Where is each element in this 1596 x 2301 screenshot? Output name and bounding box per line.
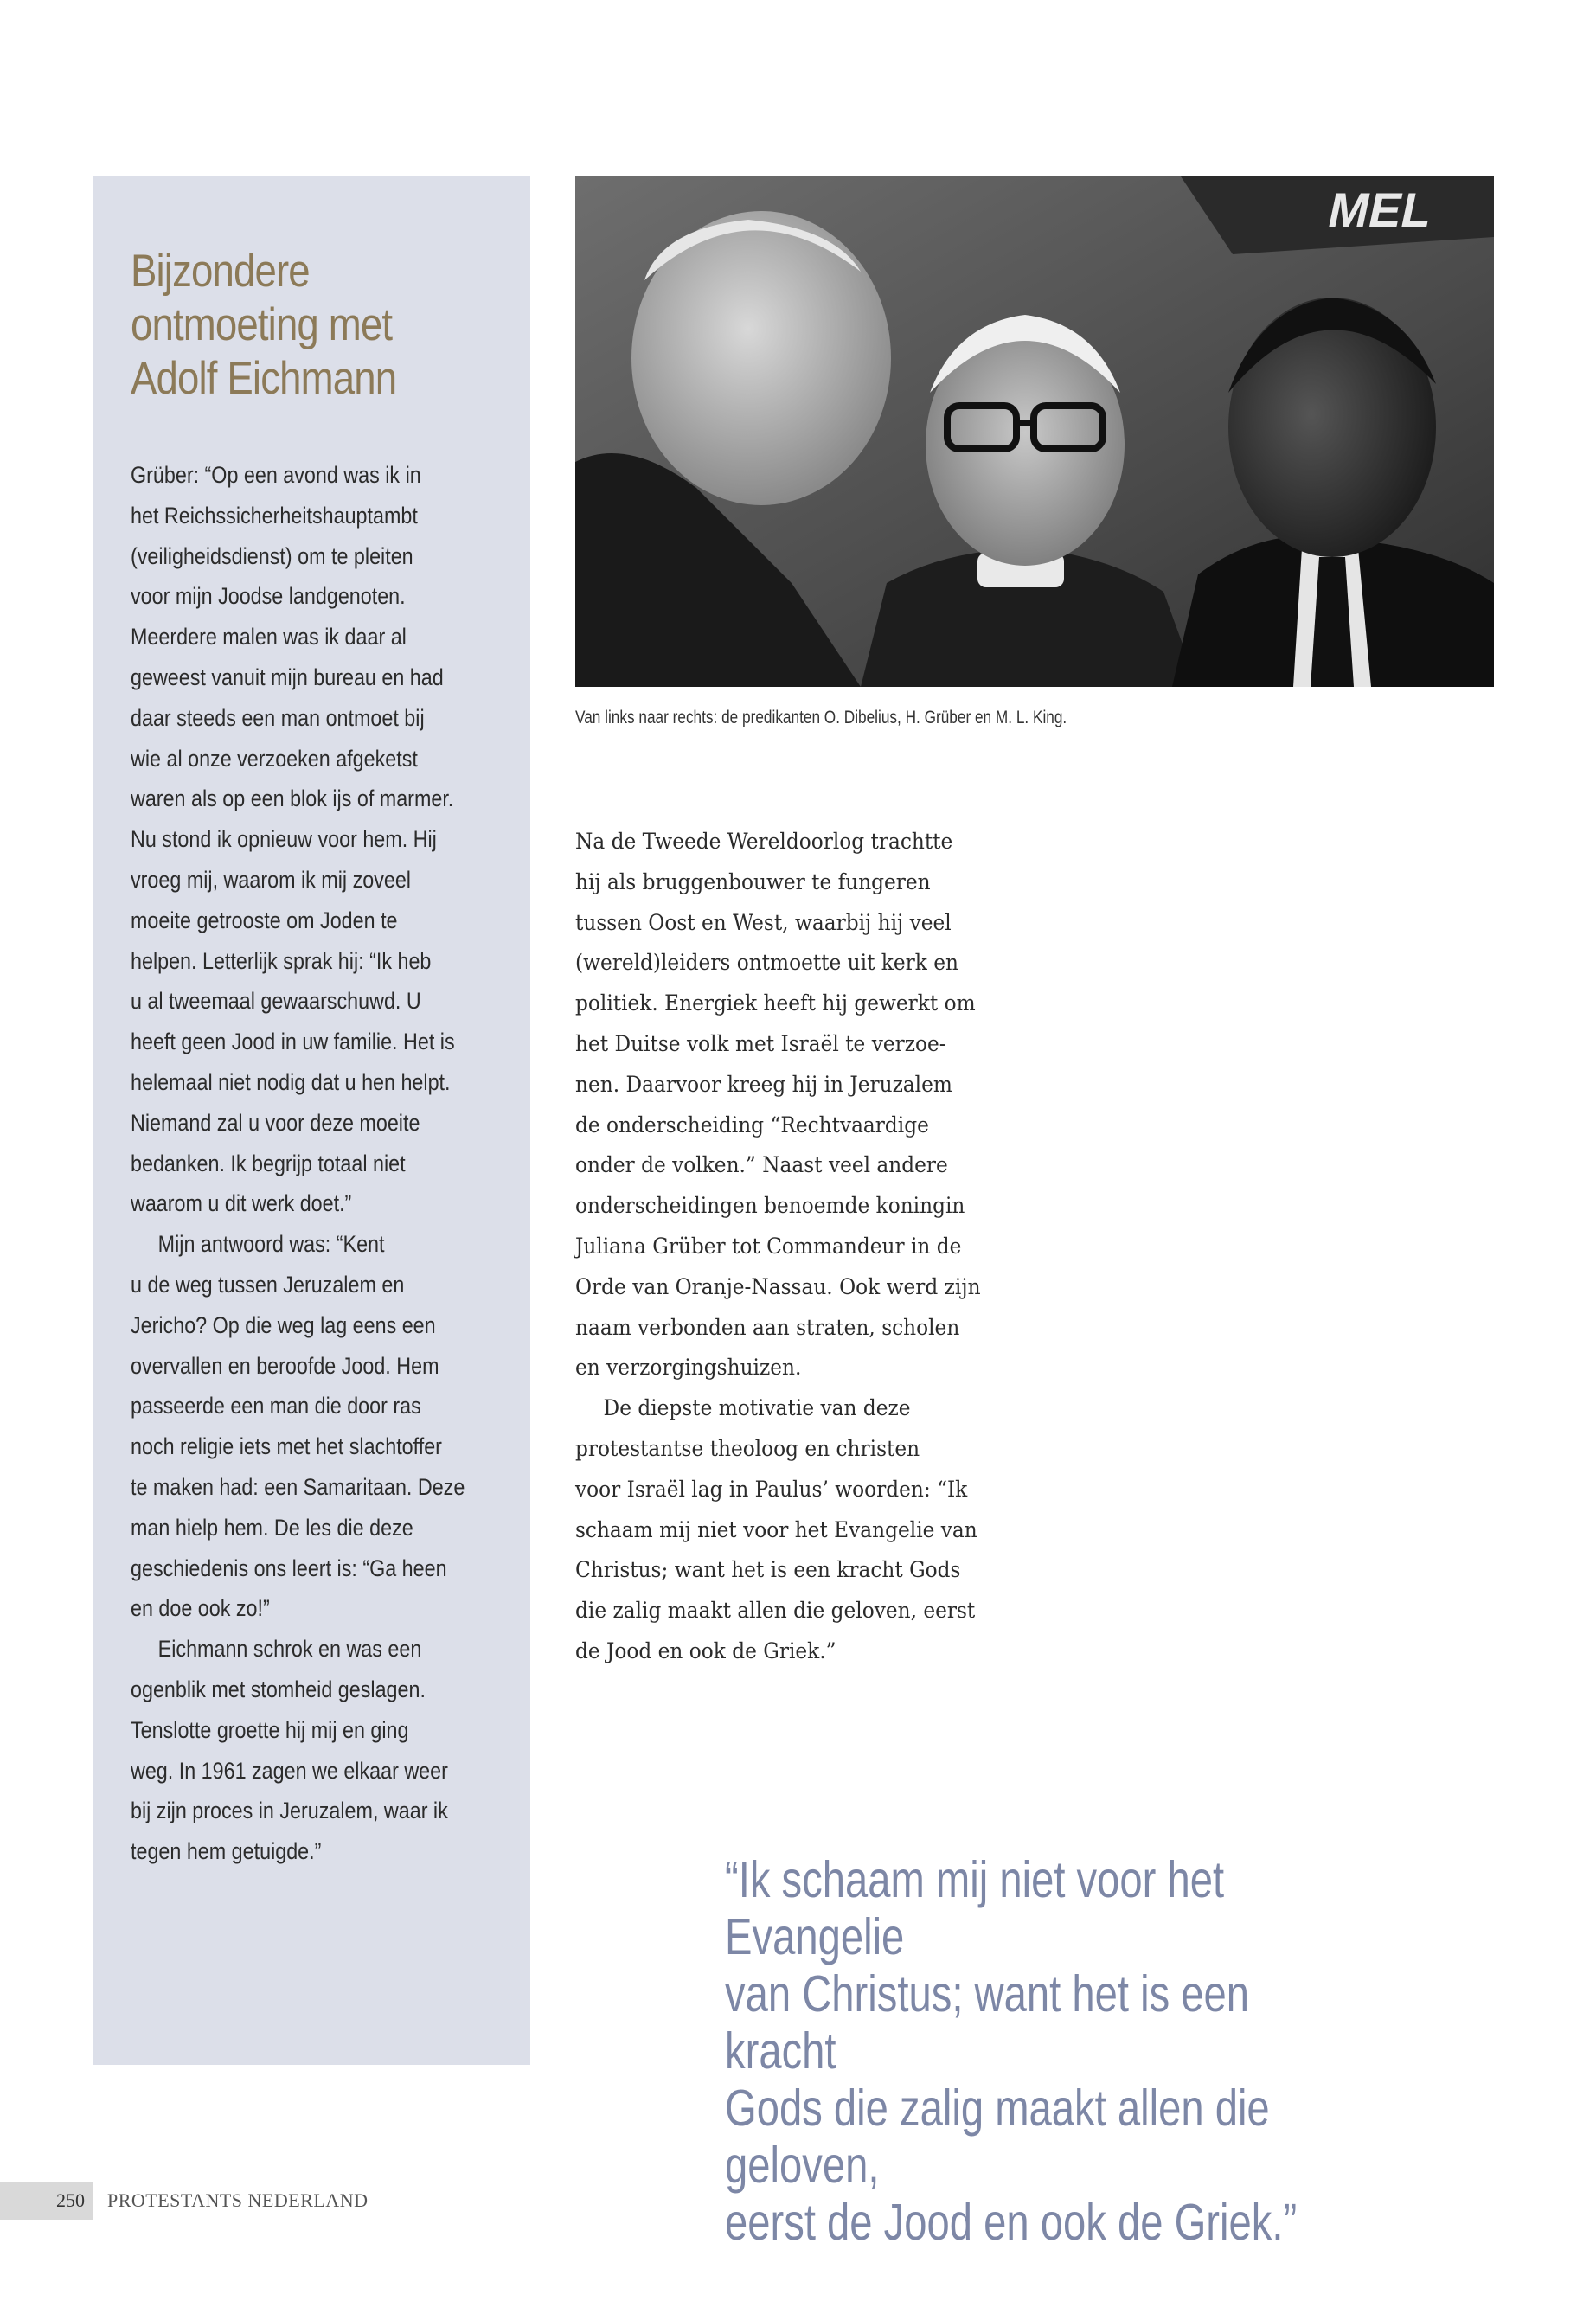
body-line: (wereld)leiders ontmoette uit kerk en (575, 950, 958, 976)
sidebar-line: geschiedenis ons leert is: “Ga heen (131, 1554, 447, 1581)
body-line: naam verbonden aan straten, scholen (575, 1314, 960, 1340)
page-number-block (0, 2182, 93, 2220)
sidebar-line: Mijn antwoord was: “Kent (157, 1231, 385, 1258)
sidebar-line: het Reichssicherheitshauptambt (131, 502, 418, 529)
body-line: die zalig maakt allen die geloven, eerst (575, 1598, 976, 1624)
body-line: Juliana Grüber tot Commandeur in de (575, 1233, 962, 1259)
sidebar-line: noch religie iets met het slachtoffer (131, 1433, 442, 1460)
body-line: onder de volken.” Naast veel andere (575, 1152, 948, 1178)
body-line: Na de Tweede Wereldoorlog trachtte (575, 829, 953, 854)
sidebar-title (131, 245, 458, 406)
body-line: voor Israël lag in Paulus’ woorden: “Ik (575, 1476, 968, 1502)
sidebar-line: ogenblik met stomheid geslagen. (131, 1676, 426, 1702)
body-line: hij als bruggenbouwer te fungeren (575, 868, 931, 894)
sidebar-line: helemaal niet nodig dat u hen helpt. (131, 1068, 451, 1095)
sidebar-line: passeerde een man die door ras (131, 1393, 421, 1420)
body-line: Christus; want het is een kracht Gods (575, 1557, 961, 1583)
sidebar-line: voor mijn Joodse landgenoten. (131, 583, 406, 610)
sidebar-title-line: Adolf Eichmann (131, 353, 397, 404)
sidebar-line: Eichmann schrok en was een (157, 1636, 422, 1663)
sidebar-line: Jericho? Op die weg lag eens een (131, 1311, 436, 1338)
sidebar-line: bedanken. Ik begrijp totaal niet (131, 1150, 406, 1176)
sidebar-title-line: ontmoeting met (131, 299, 393, 350)
pull-quote: “Ik schaam mij niet voor het Evangelie van Christus; want het is een kracht Gods die zalig maakt allen die geloven, eerst de Jood en ook de Griek.” (725, 1851, 1298, 2251)
sidebar-line: te maken had: een Samaritaan. Deze (131, 1473, 465, 1500)
body-line: de Jood en ook de Griek.” (575, 1638, 836, 1663)
sidebar-line: u de weg tussen Jeruzalem en (131, 1271, 405, 1298)
sidebar-line: Tenslotte groette hij mij en ging (131, 1716, 409, 1743)
sidebar-line: overvallen en beroofde Jood. Hem (131, 1352, 439, 1379)
sidebar-line: (veiligheidsdienst) om te pleiten (131, 542, 413, 569)
body-line: protestantse theoloog en christen (575, 1435, 920, 1461)
sidebar-line: Meerdere malen was ik daar al (131, 624, 407, 651)
photo (575, 176, 1494, 687)
sidebar-line: vroeg mij, waarom ik mij zoveel (131, 866, 411, 893)
body-line: tussen Oost en West, waarbij hij veel (575, 909, 952, 935)
body-line: en verzorgingshuizen. (575, 1355, 802, 1381)
body-line: schaam mij niet voor het Evangelie van (575, 1516, 977, 1542)
sidebar-text (131, 455, 489, 1872)
sidebar-line: daar steeds een man ontmoet bij (131, 704, 425, 731)
sidebar-line: Niemand zal u voor deze moeite (131, 1109, 420, 1136)
body-line: de onderscheiding “Rechtvaardige (575, 1112, 929, 1138)
running-head: PROTESTANTS NEDERLAND (107, 2189, 369, 2211)
body-line: nen. Daarvoor kreeg hij in Jeruzalem (575, 1071, 952, 1097)
main-body-text (575, 822, 994, 1672)
sidebar-title-line: Bijzondere (131, 246, 310, 297)
sidebar-line: man hielp hem. De les die deze (131, 1514, 413, 1541)
photo-sign-text: MEL (1324, 183, 1438, 237)
sidebar-line: heeft geen Jood in uw familie. Het is (131, 1029, 455, 1055)
body-line: Orde van Oranje-Nassau. Ook werd zijn (575, 1273, 981, 1299)
sidebar-line: moeite getrooste om Joden te (131, 907, 398, 933)
body-line: politiek. Energiek heeft hij gewerkt om (575, 990, 976, 1016)
sidebar-line: wie al onze verzoeken afgeketst (131, 745, 418, 772)
body-line: het Duitse volk met Israël te verzoe- (575, 1030, 946, 1056)
photo-illustration (575, 176, 1494, 687)
sidebar-line: u al tweemaal gewaarschuwd. U (131, 988, 421, 1015)
sidebar-line: helpen. Letterlijk sprak hij: “Ik heb (131, 947, 432, 974)
body-line: onderscheidingen benoemde koningin (575, 1193, 965, 1219)
page-number: 250 (56, 2189, 85, 2211)
sidebar-line: Nu stond ik opnieuw voor hem. Hij (131, 826, 437, 853)
sidebar-line: geweest vanuit mijn bureau en had (131, 663, 444, 690)
sidebar-line: tegen hem getuigde.” (131, 1838, 322, 1865)
sidebar-line: bij zijn proces in Jeruzalem, waar ik (131, 1798, 448, 1824)
photo-caption: Van links naar rechts: de predikanten O. Dibelius, H. Grüber en M. L. King. (575, 708, 1067, 727)
body-line: De diepste motivatie van deze (603, 1395, 911, 1421)
sidebar-box (93, 176, 530, 2065)
sidebar-line: en doe ook zo!” (131, 1595, 270, 1622)
sidebar-line: waarom u dit werk doet.” (131, 1190, 352, 1217)
sidebar-line: weg. In 1961 zagen we elkaar weer (131, 1757, 448, 1784)
sidebar-line: Grüber: “Op een avond was ik in (131, 462, 421, 488)
sidebar-line: waren als op een blok ijs of marmer. (131, 785, 454, 812)
